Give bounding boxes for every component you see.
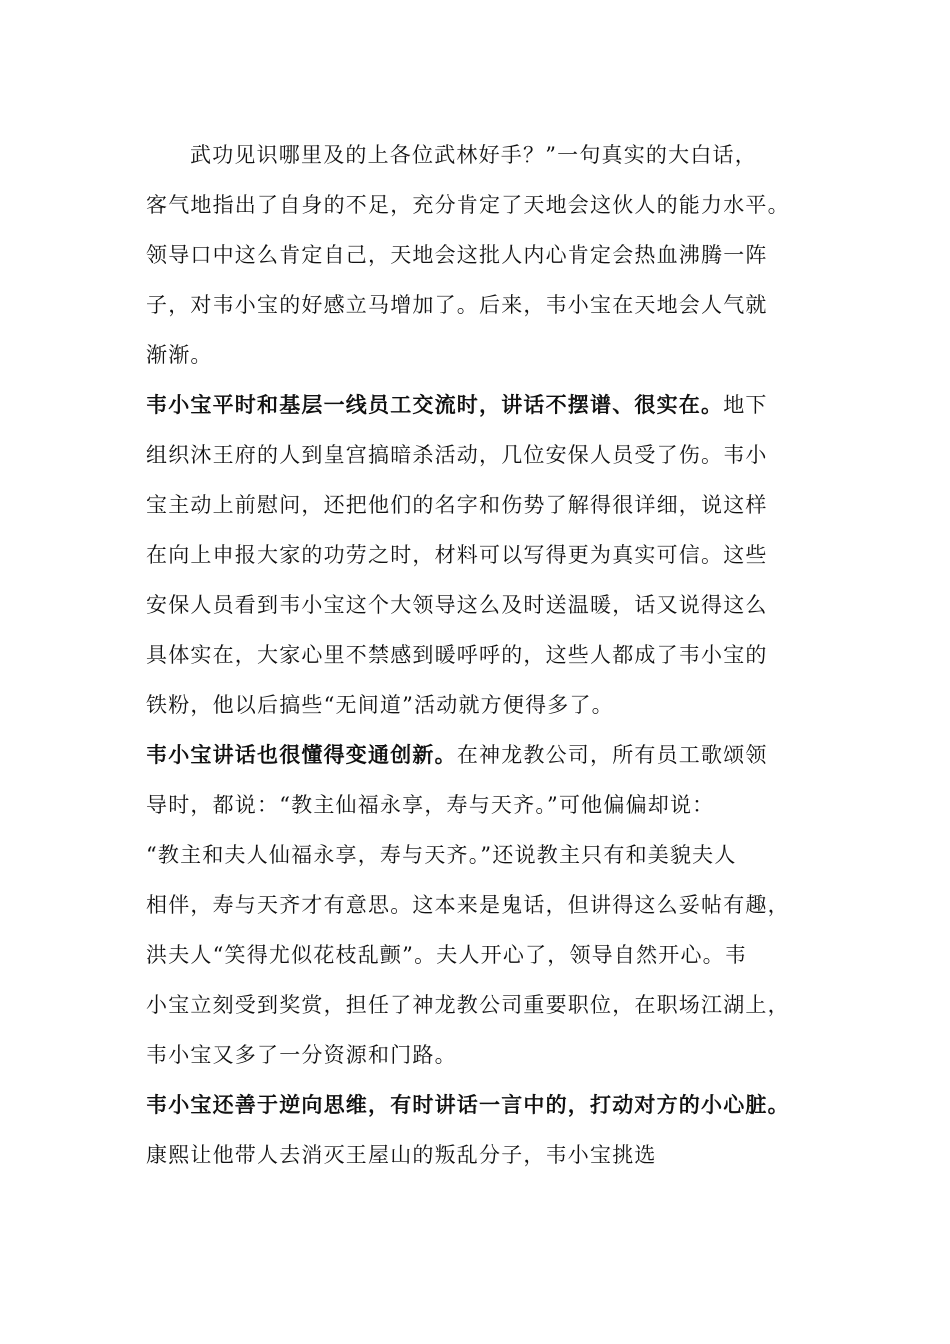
body-line: 韦小宝又多了一分资源和门路。 [146, 1043, 457, 1067]
body-line: “教主和夫人仙福永享，寿与天齐。”还说教主只有和美貌夫人 [146, 843, 737, 867]
document-body [146, 130, 836, 1180]
body-line: 领导口中这么肯定自己，天地会这批人内心肯定会热血沸腾一阵 [146, 243, 768, 267]
body-line: 宝主动上前慰问，还把他们的名字和伤势了解得很详细，说这样 [146, 493, 768, 517]
paragraph-first-line [146, 1080, 836, 1130]
body-line: 康熙让他带人去消灭王屋山的叛乱分子，韦小宝挑选 [146, 1143, 657, 1167]
body-line: 相伴，寿与天齐才有意思。这本来是鬼话，但讲得这么妥帖有趣， [146, 893, 790, 917]
body-line: 小宝立刻受到奖赏，担任了神龙教公司重要职位，在职场江湖上， [146, 993, 790, 1017]
paragraph-heading: 韦小宝还善于逆向思维，有时讲话一言中的，打动对方的小心脏。 [146, 1093, 790, 1117]
paragraph-heading: 韦小宝讲话也很懂得变通创新。 [146, 743, 457, 767]
body-line: 在向上申报大家的功劳之时，材料可以写得更为真实可信。这些 [146, 543, 768, 567]
paragraph-first-line-rest: 在神龙教公司，所有员工歌颂领 [456, 743, 768, 767]
paragraph-first-line [146, 380, 836, 430]
paragraph-first-line-rest: 地下 [723, 393, 768, 417]
body-line: 导时，都说：“教主仙福永享，寿与天齐。”可他偏偏却说： [146, 793, 715, 817]
body-line: 武功见识哪里及的上各位武林好手？”一句真实的大白话， [190, 143, 757, 167]
body-line: 具体实在，大家心里不禁感到暖呼呼的，这些人都成了韦小宝的 [146, 643, 768, 667]
body-line: 铁粉，他以后搞些“无间道”活动就方便得多了。 [146, 693, 614, 717]
body-line: 子，对韦小宝的好感立马增加了。后来，韦小宝在天地会人气就 [146, 293, 768, 317]
paragraph-first-line [146, 730, 836, 780]
body-line: 客气地指出了自身的不足，充分肯定了天地会这伙人的能力水平。 [146, 193, 790, 217]
body-line: 安保人员看到韦小宝这个大领导这么及时送温暖，话又说得这么 [146, 593, 768, 617]
paragraph-heading: 韦小宝平时和基层一线员工交流时，讲话不摆谱、很实在。 [146, 393, 724, 417]
body-line: 渐渐。 [146, 343, 213, 367]
body-line: 洪夫人“笑得尤似花枝乱颤”。夫人开心了，领导自然开心。韦 [146, 943, 748, 967]
body-line: 组织沐王府的人到皇宫搞暗杀活动，几位安保人员受了伤。韦小 [146, 443, 768, 467]
